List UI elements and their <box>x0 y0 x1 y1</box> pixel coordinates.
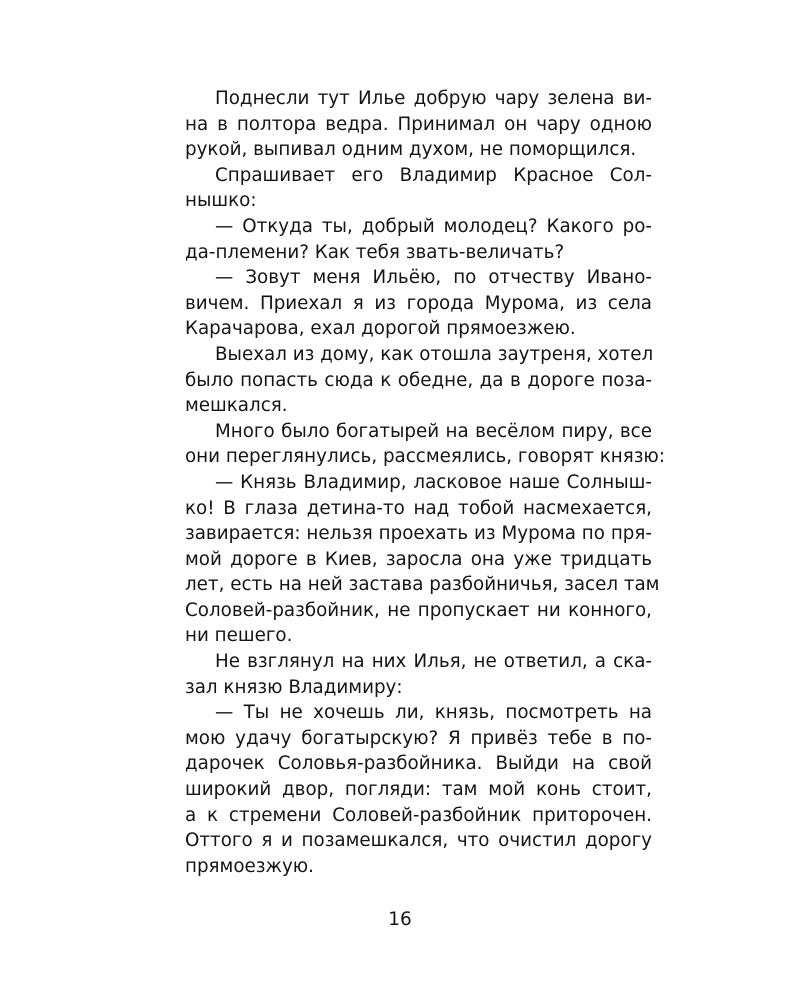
text-line: ко! В глаза детина-то над тобой насмехается, <box>185 497 652 519</box>
text-line: Много было богатырей на весёлом пиру, все <box>215 420 652 442</box>
text-line: — Откуда ты, добрый молодец? Какого ро- <box>215 215 652 237</box>
text-line: Спрашивает его Владимир Красное Сол- <box>215 164 652 186</box>
text-line: — Ты не хочешь ли, князь, посмотреть на <box>215 702 652 724</box>
text-line: ни пешего. <box>185 625 293 647</box>
text-line: прямоезжую. <box>185 855 314 877</box>
text-line: Выехал из дому, как отошла заутреня, хотел <box>215 343 654 365</box>
text-line: Карачарова, ехал дорогой прямоезжею. <box>185 318 576 340</box>
text-line: завирается: нельзя проехать из Мурома по пря- <box>185 523 652 545</box>
text-line: нышко: <box>185 190 257 212</box>
text-line: лет, есть на ней застава разбойничья, засел там <box>185 574 660 596</box>
text-line: а к стремени Соловей-разбойник приторочен. <box>185 804 652 826</box>
text-line: да-племени? Как тебя звать-величать? <box>185 241 565 263</box>
text-line: Не взглянул на них Илья, не ответил, а ска- <box>215 651 652 673</box>
text-line: Поднесли тут Илье добрую чару зелена ви- <box>215 88 652 109</box>
text-line: Соловей-разбойник, не пропускает ни конного, <box>185 599 652 621</box>
text-line: — Зовут меня Ильёю, по отчеству Ивано- <box>215 267 652 289</box>
text-line: — Князь Владимир, ласковое наше Солныш- <box>215 471 652 493</box>
text-line: дарочек Соловья-разбойника. Выйди на свой <box>185 753 652 775</box>
page-number: 16 <box>388 909 412 930</box>
text-line: вичем. Приехал я из города Мурома, из села <box>185 292 652 314</box>
text-line: на в полтора ведра. Принимал он чару одною <box>185 113 652 135</box>
text-line: мою удачу богатырскую? Я привёз тебе в по- <box>185 727 652 749</box>
text-line: широкий двор, погляди: там мой конь стоит, <box>185 779 652 801</box>
text-line: мой дороге в Киев, заросла она уже тридцать <box>185 548 652 570</box>
text-line: мешкался. <box>185 395 288 417</box>
text-line: Оттого я и позамешкался, что очистил дорогу <box>185 830 652 852</box>
text-line: было попасть сюда к обедне, да в дороге поза- <box>185 369 652 391</box>
text-line: рукой, выпивал одним духом, не поморщился. <box>185 139 637 161</box>
text-line: зал князю Владимиру: <box>185 676 403 698</box>
book-page-text <box>185 86 665 879</box>
text-line: они переглянулись, рассмеялись, говорят князю: <box>185 446 665 468</box>
